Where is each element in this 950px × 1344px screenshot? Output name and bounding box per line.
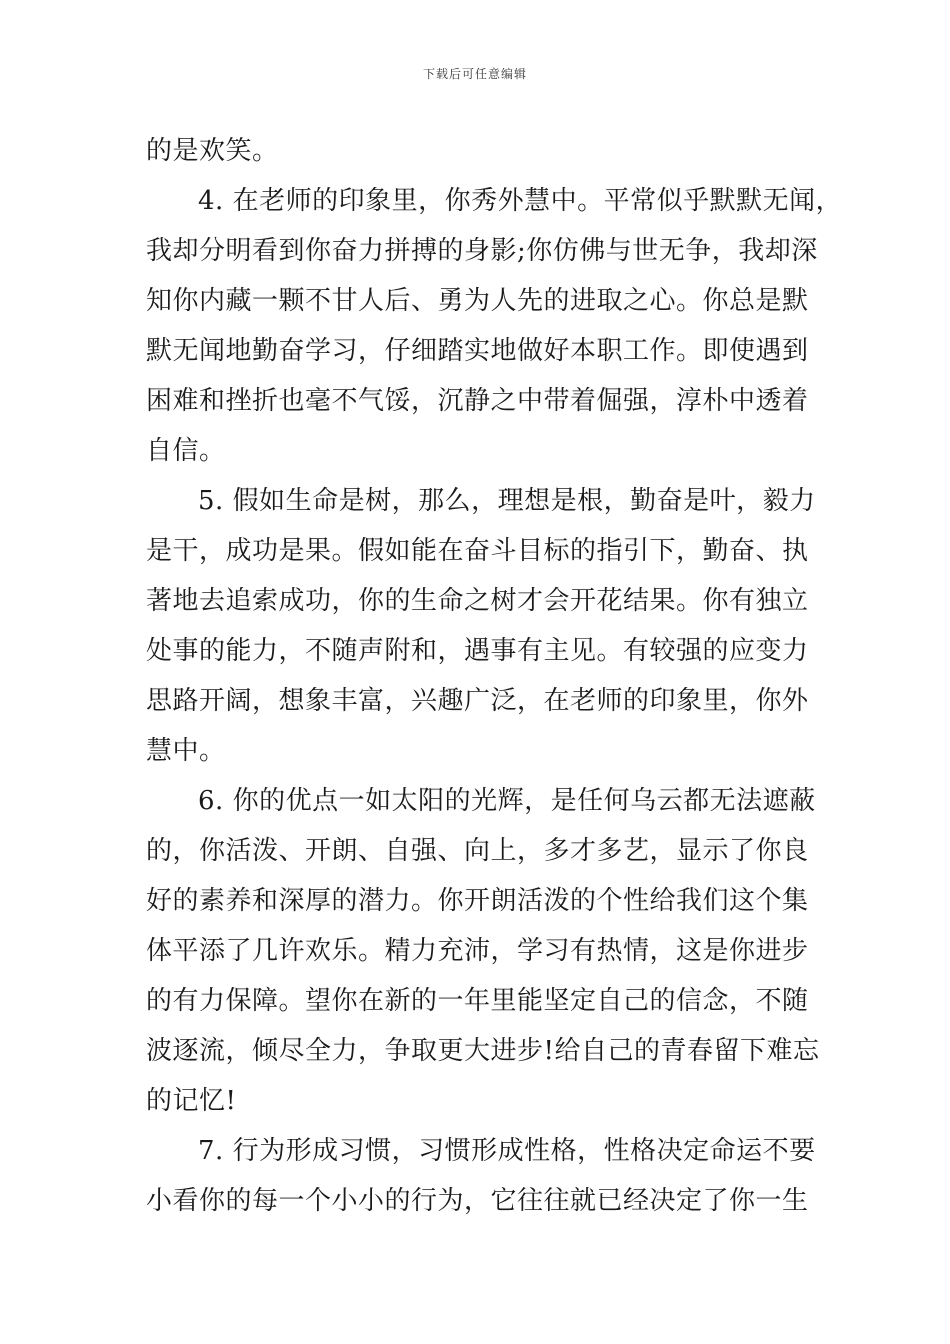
text-line: 的是欢笑。 [146,136,279,166]
document-body [146,126,843,1226]
text-line: 的，你活泼、开朗、自强、向上，多才多艺，显示了你良 [146,836,809,866]
text-line: 知你内藏一颗不甘人后、勇为人先的进取之心。你总是默 [146,286,809,316]
page-header-note: 下载后可任意编辑 [422,67,527,81]
text-line: 的记忆! [146,1086,237,1116]
text-line: 小看你的每一个小小的行为，它往往就已经决定了你一生 [146,1186,809,1216]
text-line: 波逐流，倾尽全力，争取更大进步!给自己的青春留下难忘 [146,1036,820,1066]
text-line: 处事的能力，不随声附和，遇事有主见。有较强的应变力 [146,636,809,666]
text-line: 好的素养和深厚的潜力。你开朗活泼的个性给我们这个集 [146,886,809,916]
text-line: 是干，成功是果。假如能在奋斗目标的指引下，勤奋、执 [146,536,809,566]
text-line: 的有力保障。望你在新的一年里能坚定自己的信念，不随 [146,986,809,1016]
paragraph-5-first-line: 5. 假如生命是树，那么，理想是根，勤奋是叶，毅力 [198,486,816,516]
text-line: 慧中。 [146,736,226,766]
paragraph-6-first-line: 6. 你的优点一如太阳的光辉，是任何乌云都无法遮蔽 [198,786,816,816]
text-line: 自信。 [146,436,226,466]
text-line: 体平添了几许欢乐。精力充沛，学习有热情，这是你进步 [146,936,809,966]
text-line: 默无闻地勤奋学习，仔细踏实地做好本职工作。即使遇到 [146,336,809,366]
text-line: 我却分明看到你奋力拼搏的身影;你仿佛与世无争，我却深 [146,236,818,266]
paragraph-7-first-line: 7. 行为形成习惯，习惯形成性格，性格决定命运不要 [198,1136,816,1166]
text-line: 著地去追索成功，你的生命之树才会开花结果。你有独立 [146,586,809,616]
paragraph-4-first-line: 4. 在老师的印象里，你秀外慧中。平常似乎默默无闻， [198,186,843,216]
text-line: 思路开阔，想象丰富，兴趣广泛，在老师的印象里，你外 [146,686,809,716]
text-line: 困难和挫折也毫不气馁，沉静之中带着倔强，淳朴中透着 [146,386,809,416]
